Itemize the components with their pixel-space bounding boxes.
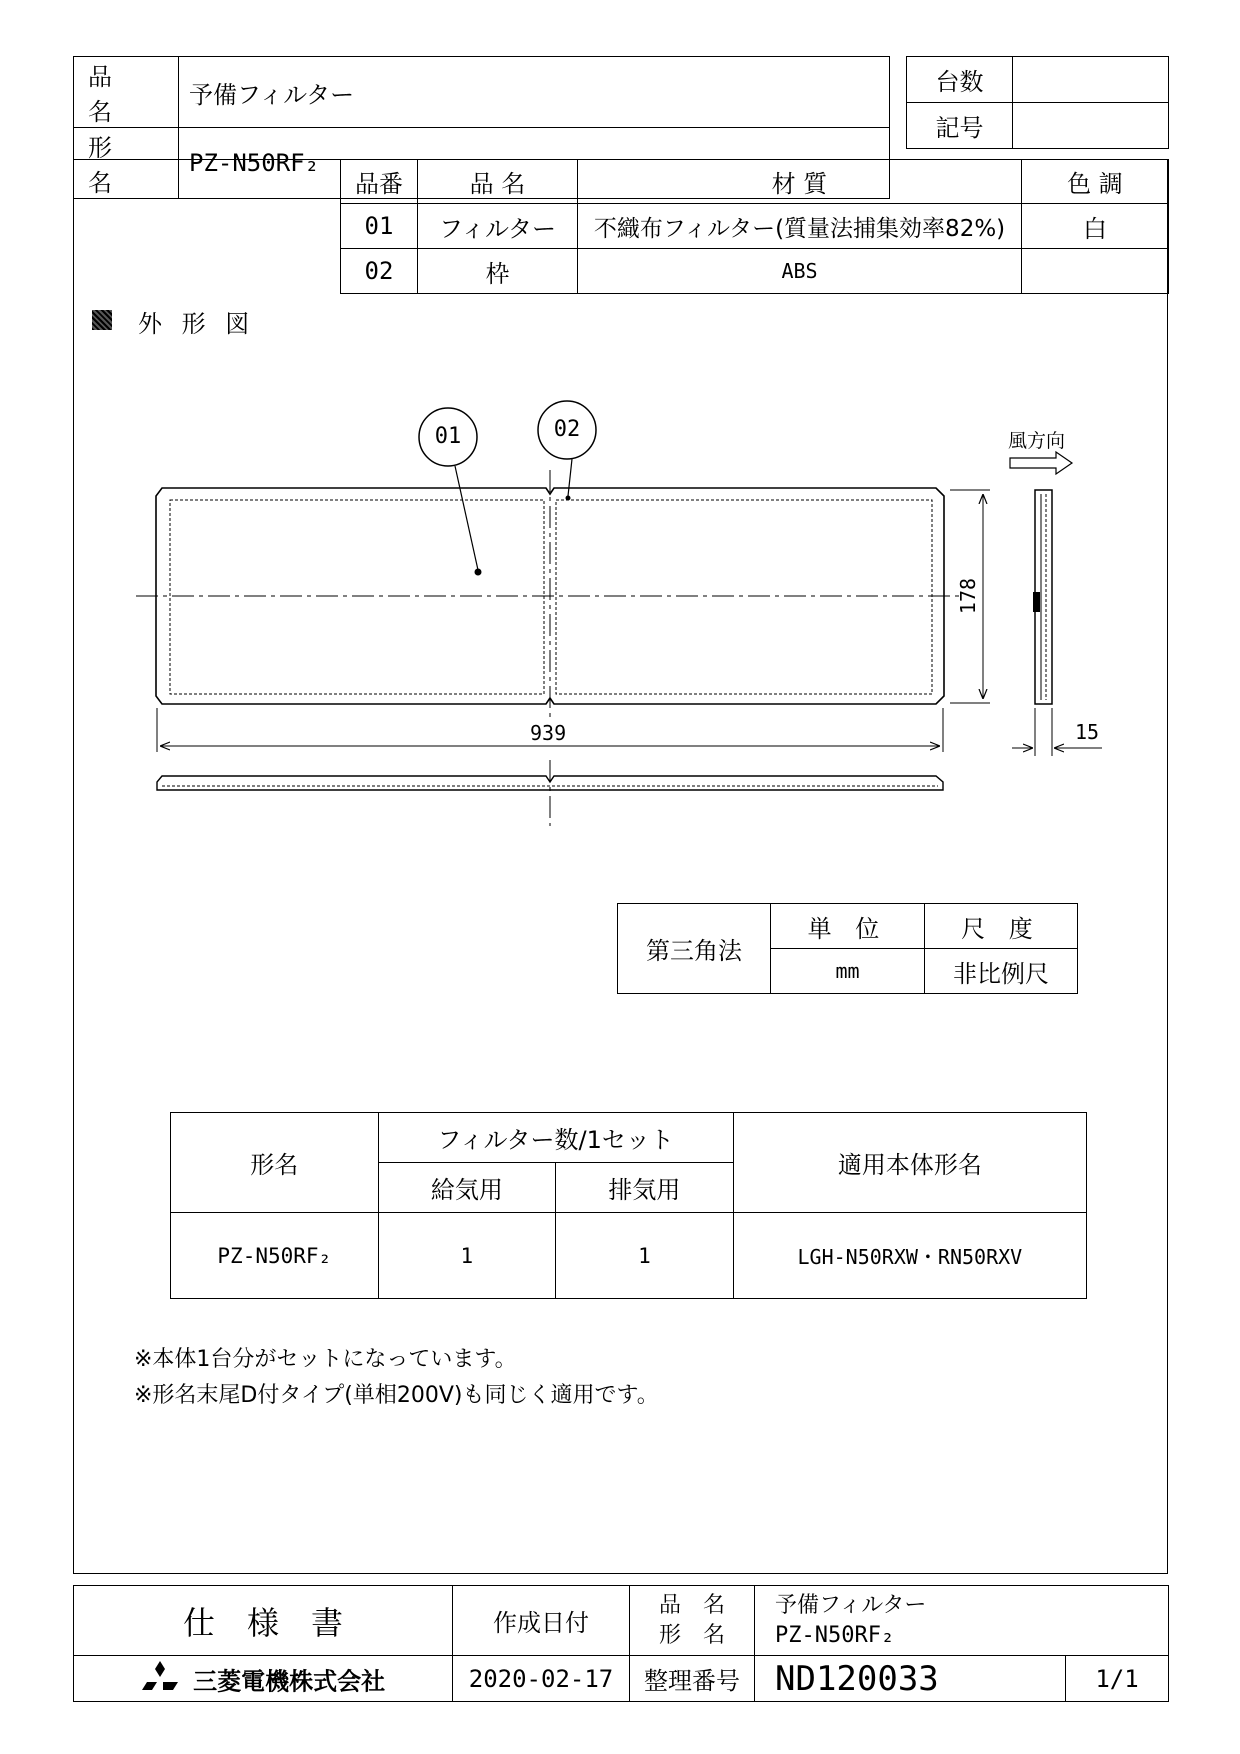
parts-cell: フィルター [418, 204, 578, 249]
set-table [170, 1112, 1087, 1299]
projection-table [617, 903, 1078, 994]
width-dimension-text: 939 [530, 721, 567, 745]
scale-value: 非比例尺 [925, 949, 1078, 994]
parts-header-name: 品 名 [418, 160, 578, 204]
created-date: 2020-02-17 [453, 1656, 630, 1702]
model-label: 形 名 [74, 128, 179, 199]
airflow-arrow-icon [1010, 452, 1072, 474]
scale-label: 尺 度 [925, 904, 1078, 949]
leader-line-01 [455, 466, 478, 570]
set-header-supply: 給気用 [378, 1163, 556, 1213]
table-row [171, 1213, 1087, 1299]
height-dimension-text: 178 [956, 577, 981, 615]
number-value: ND120033 [755, 1656, 1066, 1702]
depth-dimension-text: 15 [1075, 720, 1100, 744]
footer-product-label: 品 名 [658, 1592, 725, 1618]
footer-model-label: 形 名 [658, 1622, 725, 1648]
product-name-value: 予備フィルター [179, 57, 890, 128]
doc-type: 仕 様 書 [74, 1586, 453, 1656]
quantity-label: 台数 [907, 57, 1013, 103]
page-number: 1/1 [1066, 1656, 1169, 1702]
parts-header-material: 材 質 [578, 160, 1022, 204]
section-title: 外 形 図 [138, 310, 256, 338]
leader-dot-01 [475, 569, 481, 575]
parts-cell: 02 [341, 249, 418, 294]
model-value: PZ-N50RF₂ [179, 128, 890, 199]
parts-cell: ABS [578, 249, 1022, 294]
leader-dot-02 [566, 496, 570, 500]
company-name: 三菱電機株式会社 [193, 1667, 386, 1695]
set-exhaust-value: 1 [556, 1213, 734, 1299]
footer-table [73, 1585, 1169, 1702]
set-supply-value: 1 [378, 1213, 556, 1299]
filter-inner-outline [170, 500, 932, 694]
projection-method: 第三角法 [618, 904, 771, 994]
set-header-count: フィルター数/1セット [378, 1113, 733, 1163]
parts-cell: 01 [341, 204, 418, 249]
set-model-value: PZ-N50RF₂ [171, 1213, 379, 1299]
callout-label-02: 02 [553, 417, 581, 442]
set-header-model: 形名 [171, 1113, 379, 1213]
symbol-label: 記号 [907, 103, 1013, 149]
parts-header-no: 品番 [341, 160, 418, 204]
side-view-label-mark [1033, 592, 1040, 612]
parts-cell: 枠 [418, 249, 578, 294]
number-label: 整理番号 [630, 1656, 755, 1702]
leader-line-02 [568, 459, 572, 496]
footer-model-value: PZ-N50RF₂ [775, 1622, 895, 1648]
mitsubishi-logo-icon [141, 1660, 179, 1698]
unit-label: 単 位 [771, 904, 925, 949]
callout-label-01: 01 [434, 424, 462, 449]
unit-value: mm [771, 949, 925, 994]
created-label: 作成日付 [453, 1586, 630, 1656]
note-1: ※本体1台分がセットになっています。 [134, 1347, 517, 1372]
set-body-value: LGH-N50RXW・RN50RXV [733, 1213, 1086, 1299]
footer-product-value: 予備フィルター [775, 1592, 927, 1618]
note-2: ※形名末尾D付タイプ(単相200V)も同じく適用です。 [134, 1383, 659, 1408]
parts-cell: 白 [1022, 204, 1169, 249]
parts-header-color: 色 調 [1022, 160, 1169, 204]
set-header-body: 適用本体形名 [733, 1113, 1086, 1213]
parts-cell: 不織布フィルター(質量法捕集効率82%) [578, 204, 1022, 249]
set-header-exhaust: 排気用 [556, 1163, 734, 1213]
airflow-label: 風方向 [1008, 430, 1066, 452]
product-name-label: 品 名 [74, 57, 179, 128]
